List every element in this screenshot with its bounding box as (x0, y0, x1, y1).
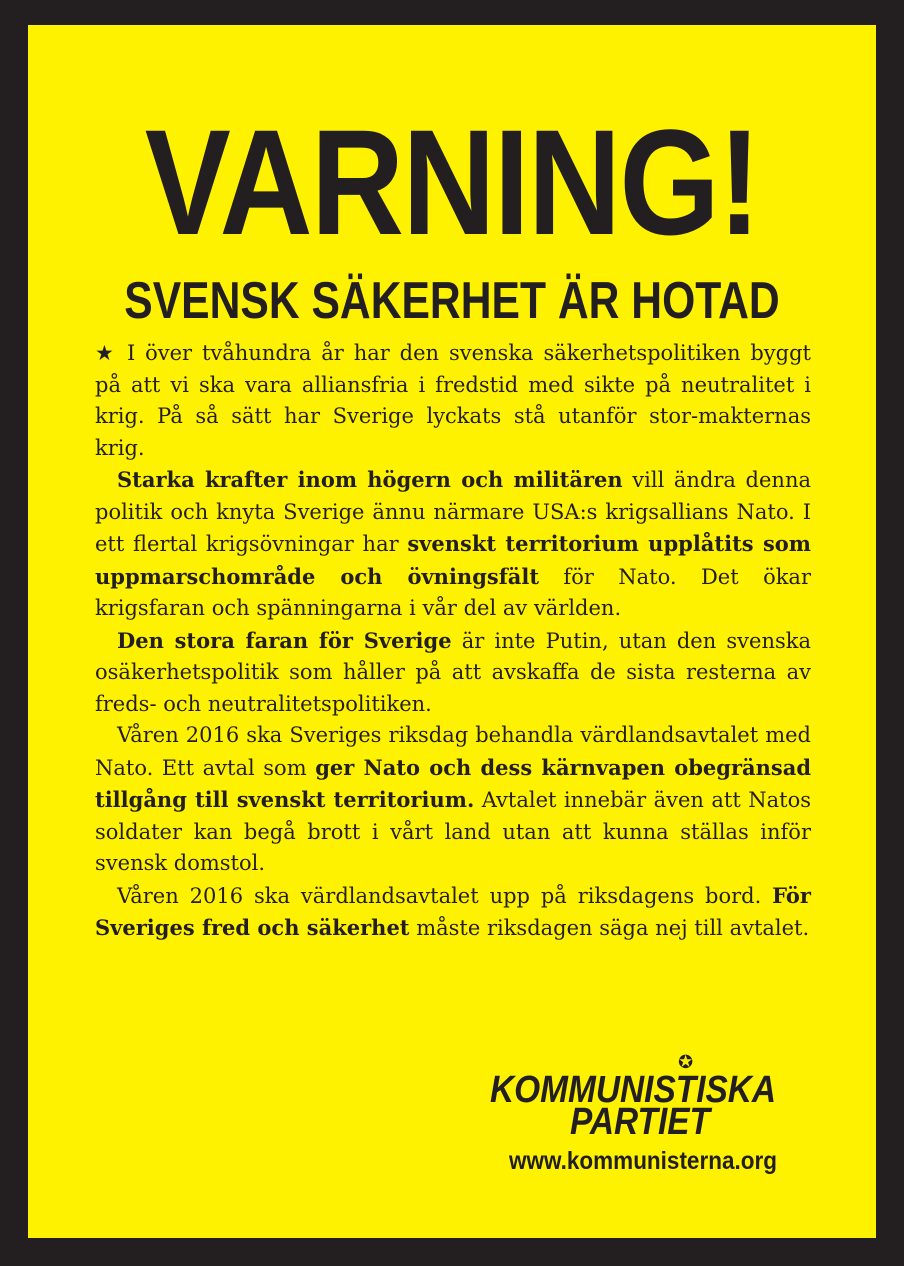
paragraph-1: ★ I över tvåhundra år har den svenska säkerhetspolitiken byggt på att vi ska vara alliansfria i fredstid med sikte på neutralitet i krig. På så sätt har Sverige lyckats stå utanför stor-makternas krig. (95, 341, 811, 460)
subheadline: SVENSK SÄKERHET ÄR HOTAD (124, 272, 780, 330)
website-url: www.kommunisterna.org (509, 1147, 777, 1175)
poster (28, 25, 876, 1238)
paragraph-4: Våren 2016 ska Sveriges riksdag behandla värdlandsavtalet med Nato. Ett avtal som ger Nato och dess kärnvapen obegränsad tillgång till svenskt territorium. Avtalet innebär även att Natos soldater kan begå brott i vårt land utan att kunna ställas inför svensk domstol. (95, 723, 812, 875)
headline: VARNING! (144, 98, 760, 266)
logo-line-2: PARTIET (570, 1101, 710, 1143)
star-emblem-icon: ✪ (678, 1052, 694, 1073)
paragraph-2: Starka krafter inom högern och militären vill ändra denna politik och knyta Sverige ännu närmare USA:s krigsallians Nato. I ett flertal krigsövningar har svenskt territorium upplåtits som uppmarschområde och övningsfält för Nato. Det ökar krigsfaran och spänningarna i vår del av världen. (95, 467, 811, 620)
party-logo (490, 1052, 820, 1192)
logo-line-1: KOMMUNISTISKA (490, 1069, 777, 1111)
body-text (95, 338, 811, 945)
paragraph-5: Våren 2016 ska värdlandsavtalet upp på riksdagens bord. För Sveriges fred och säkerhet måste riksdagen säga nej till avtalet. (95, 882, 811, 940)
paragraph-3: Den stora faran för Sverige är inte Putin, utan den svenska osäkerhetspolitik som håller på att avskaffa de sista resterna av freds- och neutralitetspolitiken. (95, 627, 811, 716)
star-icon: ★ (95, 341, 118, 365)
